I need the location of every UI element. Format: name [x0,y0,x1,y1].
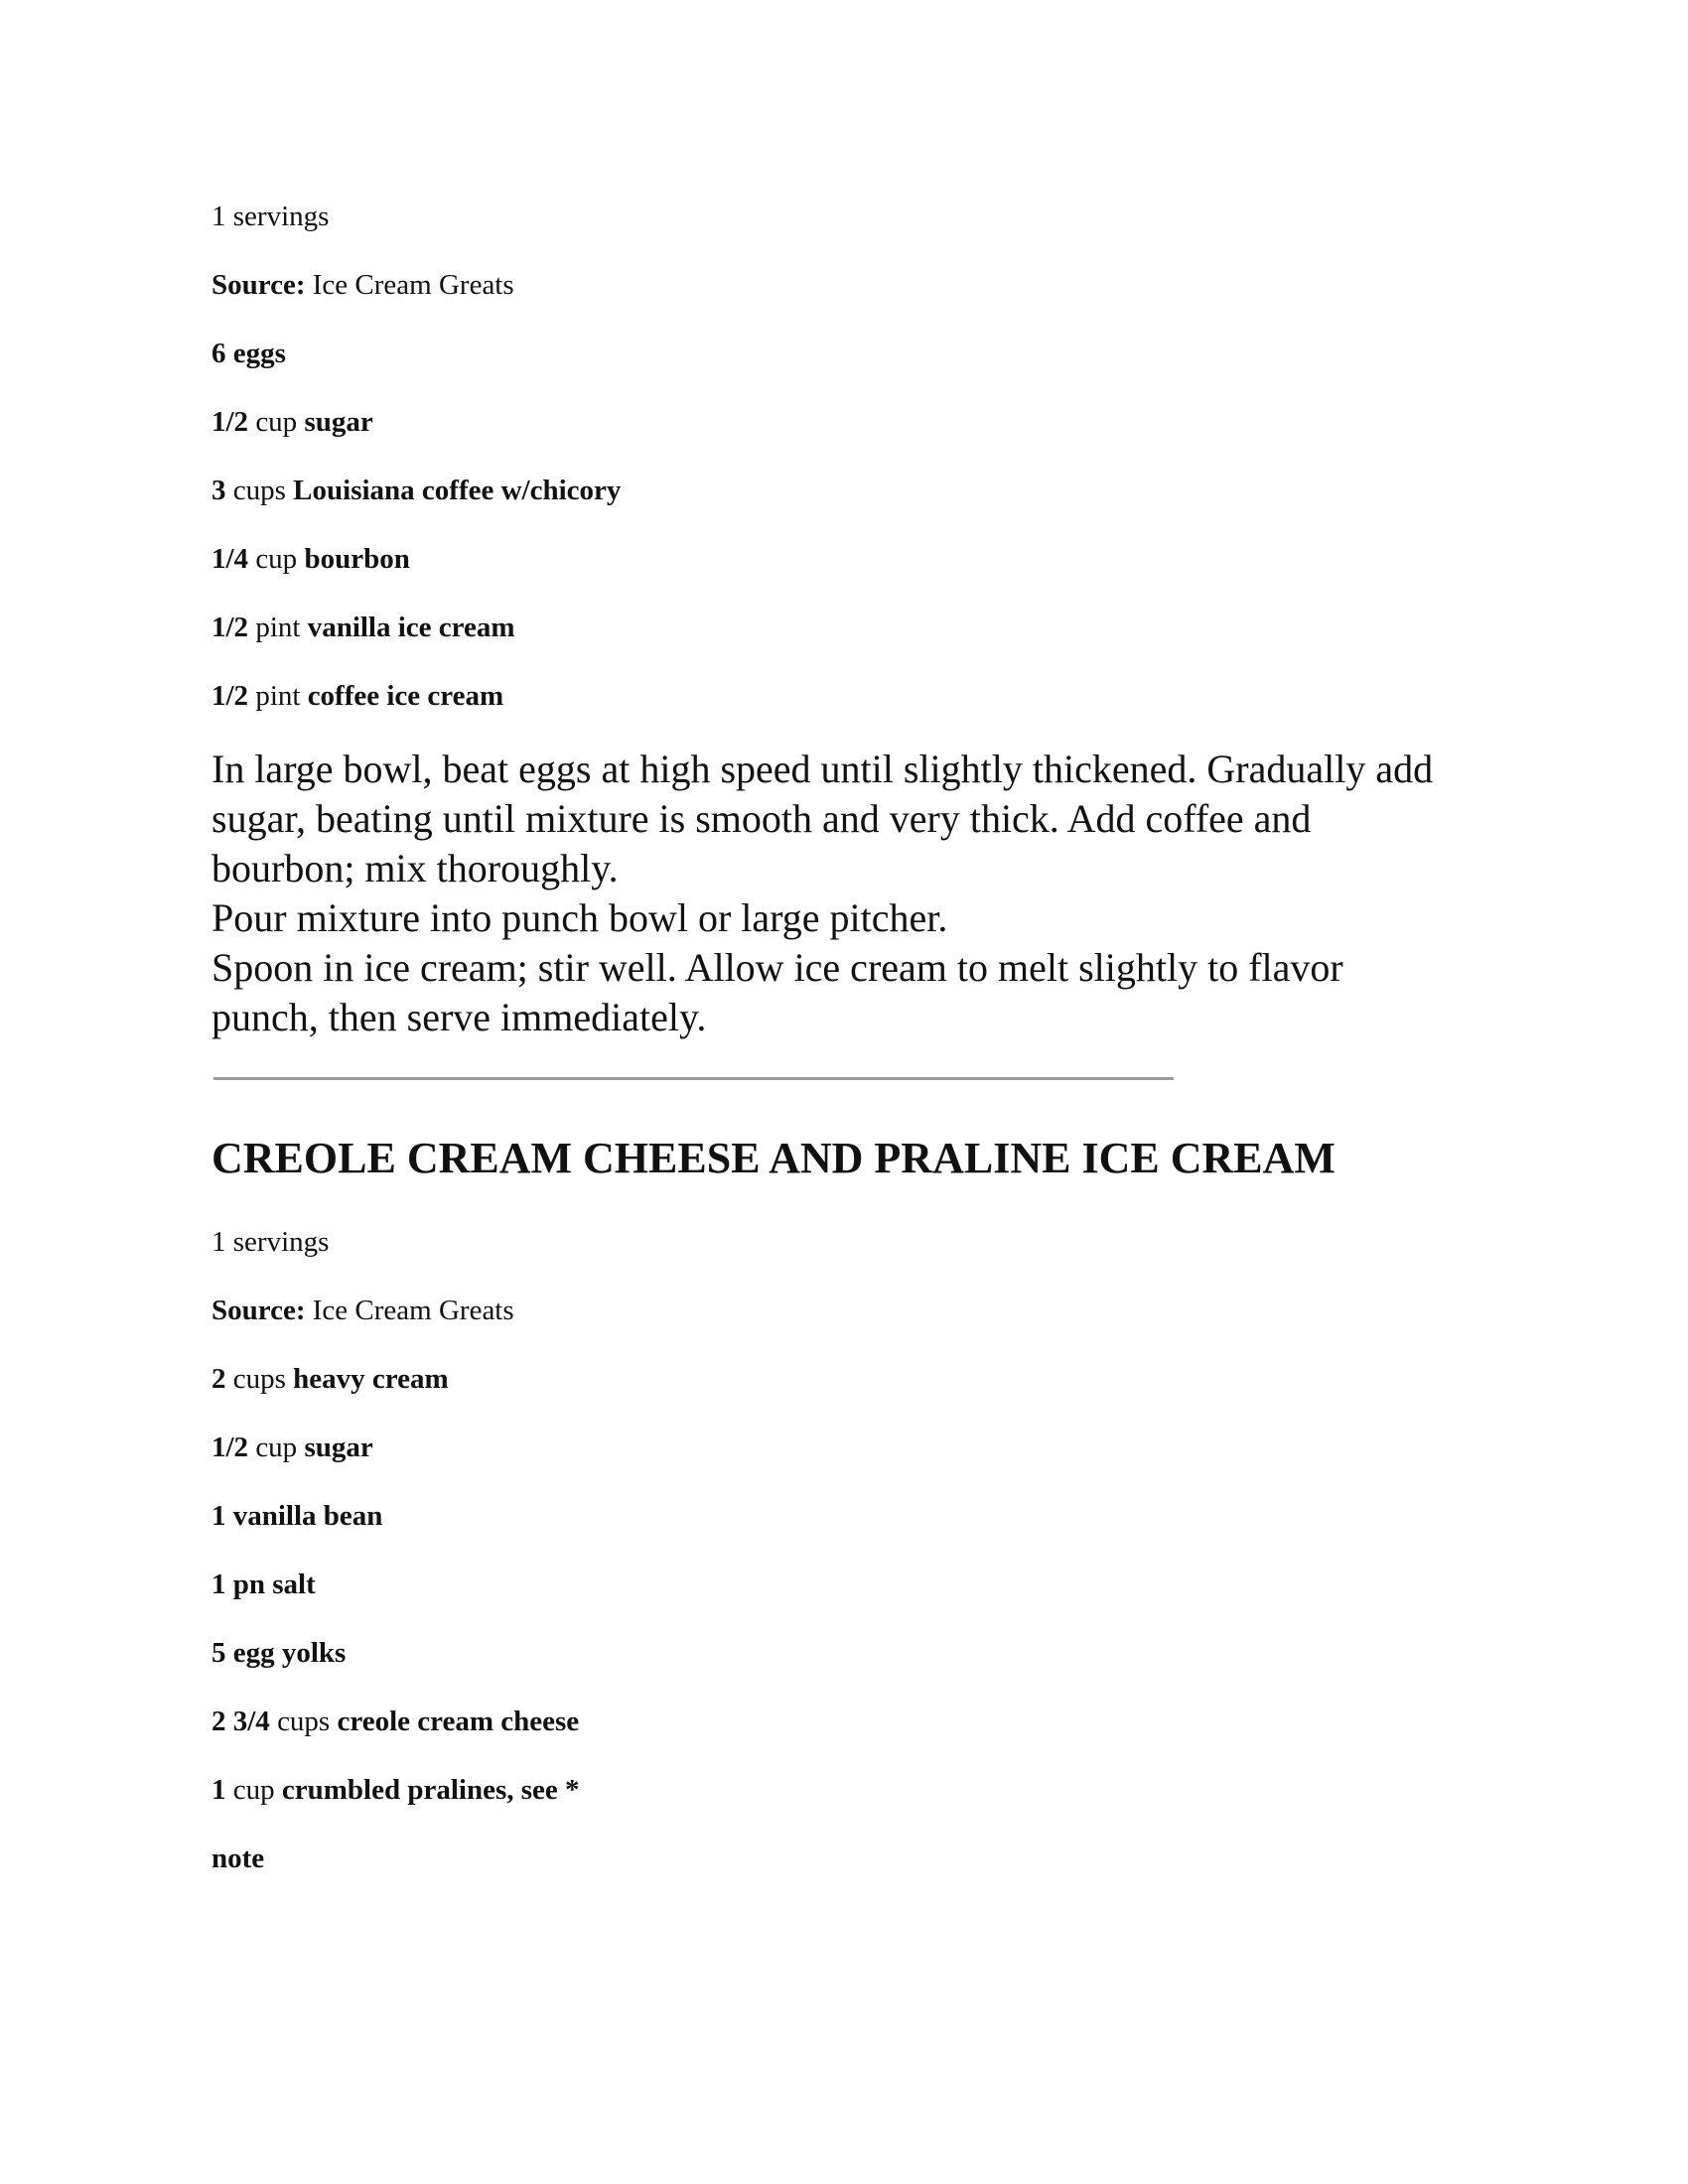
recipe2-title: CREOLE CREAM CHEESE AND PRALINE ICE CREAM [211,1134,1336,1182]
ingredient-qty: 2 3/4 [211,1706,270,1737]
ingredient-qty: 1 [211,1569,226,1600]
ingredient-unit: cup [255,406,298,438]
source-label: Source: [211,1295,306,1326]
ingredient-name: sugar [304,1432,373,1463]
ingredient-unit: cups [232,1363,286,1395]
ingredient-unit: cups [232,475,286,506]
ingredient-note: note [211,1843,265,1874]
ingredient-qty: 6 [211,338,226,369]
section-divider [213,1077,1174,1080]
ingredient-qty: 1/2 [211,406,249,438]
ingredient-unit: cups [277,1706,331,1737]
ingredient-name: egg yolks [232,1637,347,1669]
ingredient-line [211,1635,346,1671]
source-value: Ice Cream Greats [312,269,514,301]
ingredient-qty: 1 [211,1774,226,1806]
ingredient-line [211,473,621,508]
ingredient-line [211,1430,373,1465]
ingredient-name: vanilla ice cream [307,612,515,643]
ingredient-line [211,404,373,440]
ingredient-line [211,541,410,577]
ingredient-qty: 1/2 [211,1432,249,1463]
ingredient-line [211,336,286,371]
ingredient-qty: 1 [211,1500,226,1532]
ingredient-qty: 1/4 [211,543,249,575]
ingredient-name: heavy cream [293,1363,449,1395]
ingredient-name: creole cream cheese [337,1706,580,1737]
recipe1-source [211,267,514,303]
instruction-paragraph: Pour mixture into punch bowl or large pitcher. [211,895,948,940]
ingredient-line [211,1567,316,1602]
ingredient-qty: 1/2 [211,612,249,643]
recipe1-instructions [211,745,1453,1042]
ingredient-line [211,678,503,714]
ingredient-line [211,1772,580,1808]
recipe1-servings: 1 servings [211,201,330,232]
ingredient-unit: cup [232,1774,275,1806]
ingredient-unit: pint [255,612,301,643]
recipe2-servings: 1 servings [211,1226,330,1258]
ingredient-name: bourbon [304,543,410,575]
ingredient-qty: 5 [211,1637,226,1669]
ingredient-name: crumbled pralines, see * [281,1774,580,1806]
ingredient-name: vanilla bean [232,1500,383,1532]
ingredient-unit: cup [255,1432,298,1463]
ingredient-qty: 3 [211,475,226,506]
ingredient-name: pn salt [232,1569,316,1600]
ingredient-name: Louisiana coffee w/chicory [293,475,622,506]
ingredient-unit: pint [255,680,301,712]
ingredient-name: coffee ice cream [307,680,504,712]
ingredient-qty: 1/2 [211,680,249,712]
ingredient-name: eggs [232,338,286,369]
ingredient-name: sugar [304,406,373,438]
recipe2-source [211,1293,514,1328]
instruction-paragraph: In large bowl, beat eggs at high speed until slightly thickened. Gradually add sugar, beating until mixture is smooth and very thick. Add coffee and bourbon; mix thoroughly. [211,747,1434,890]
ingredient-line [211,1704,579,1739]
ingredient-unit: cup [255,543,298,575]
ingredient-line [211,610,515,645]
ingredient-line [211,1361,449,1397]
instruction-paragraph: Spoon in ice cream; stir well. Allow ice cream to melt slightly to flavor punch, then serve immediately. [211,945,1343,1039]
ingredient-line [211,1498,382,1534]
ingredient-line-continuation [211,1841,264,1876]
ingredient-qty: 2 [211,1363,226,1395]
source-value: Ice Cream Greats [312,1295,514,1326]
source-label: Source: [211,269,306,301]
